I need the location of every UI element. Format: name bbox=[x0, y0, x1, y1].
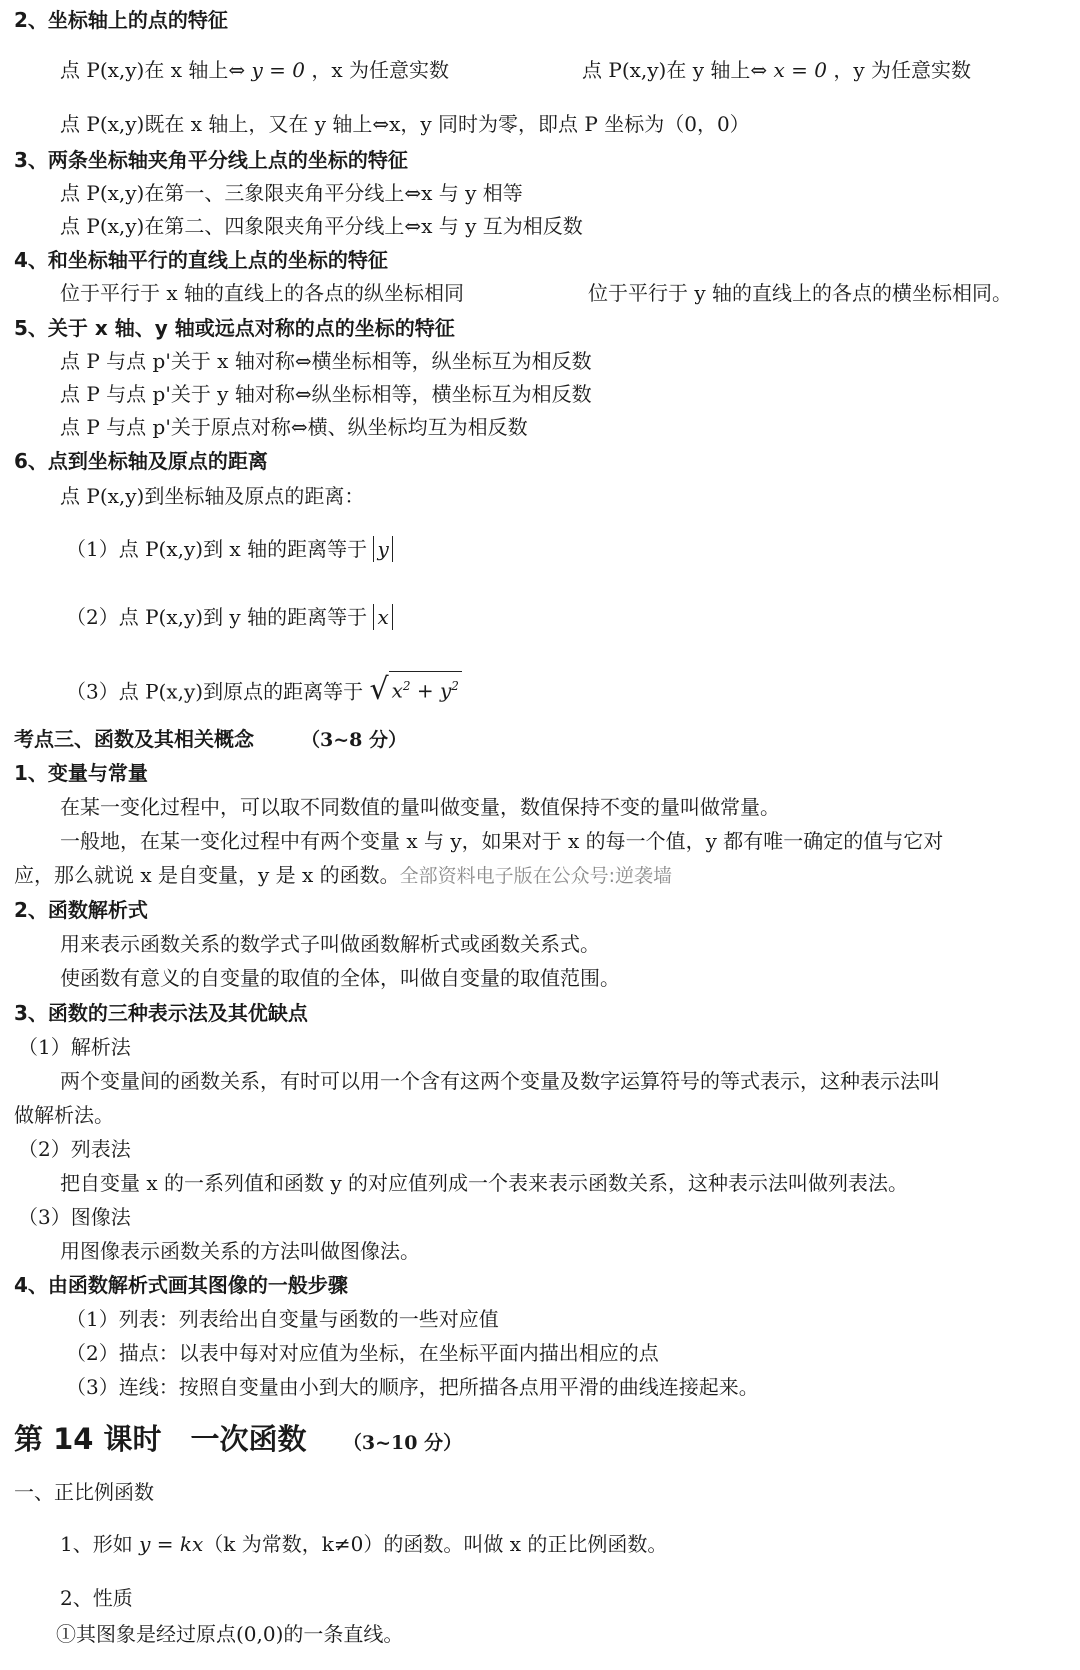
text-line: 2、性质 bbox=[60, 1586, 133, 1610]
subsection-heading: 一、正比例函数 bbox=[14, 1480, 154, 1504]
var-y: y bbox=[439, 678, 452, 703]
text-line: 一般地，在某一变化过程中有两个变量 x 与 y，如果对于 x 的每一个值，y 都有唯一确定的值与它对 bbox=[60, 829, 944, 853]
math-expression: x = 0 bbox=[773, 58, 827, 82]
text-segment: （2）点 P(x,y)到 y 轴的距离等于 bbox=[66, 605, 368, 629]
absolute-value-expression: y bbox=[373, 536, 392, 562]
text-line: 做解析法。 bbox=[14, 1103, 114, 1127]
text-line: 点 P 与点 p'关于 y 轴对称⇔纵坐标相等，横坐标互为相反数 bbox=[60, 382, 592, 406]
text-line: 点 P(x,y)到坐标轴及原点的距离： bbox=[60, 484, 365, 508]
section-heading: 3、两条坐标轴夹角平分线上点的坐标的特征 bbox=[14, 148, 408, 172]
exponent: 2 bbox=[451, 679, 459, 693]
text-line bbox=[66, 603, 393, 631]
absolute-value-expression: x bbox=[373, 604, 392, 630]
text-line: 位于平行于 y 轴的直线上的各点的横坐标相同。 bbox=[588, 281, 1013, 305]
text-segment: 点 P(x,y)在 x 轴上⇔ bbox=[60, 58, 246, 82]
section-heading: 2、坐标轴上的点的特征 bbox=[14, 8, 228, 32]
text-segment: （k 为常数，k≠0）的函数。叫做 x 的正比例函数。 bbox=[203, 1532, 668, 1556]
text-line: 用图像表示函数关系的方法叫做图像法。 bbox=[60, 1239, 420, 1263]
var-x: x bbox=[391, 678, 403, 703]
math-expression: y = kx bbox=[139, 1532, 204, 1556]
text-line: 在某一变化过程中，可以取不同数值的量叫做变量，数值保持不变的量叫做常量。 bbox=[60, 795, 780, 819]
topic-title: 考点三、函数及其相关概念 bbox=[14, 727, 254, 751]
text-segment: （1）点 P(x,y)到 x 轴的距离等于 bbox=[66, 537, 368, 561]
section-heading: 1、变量与常量 bbox=[14, 761, 148, 785]
text-line: 点 P 与点 p'关于 x 轴对称⇔横坐标相等，纵坐标互为相反数 bbox=[60, 349, 592, 373]
text-line: 位于平行于 x 轴的直线上的各点的纵坐标相同 bbox=[60, 281, 464, 305]
text-segment: 点 P(x,y)在 y 轴上⇔ bbox=[582, 58, 768, 82]
text-line: 把自变量 x 的一系列值和函数 y 的对应值列成一个表来表示函数关系，这种表示法叫做列表法。 bbox=[60, 1171, 909, 1195]
math-expression: y = 0 bbox=[251, 58, 305, 82]
radicand bbox=[389, 671, 462, 705]
square-root-expression bbox=[369, 671, 461, 705]
section-heading: 5、关于 x 轴、y 轴或远点对称的点的坐标的特征 bbox=[14, 316, 455, 340]
text-line bbox=[66, 535, 393, 563]
text-line bbox=[66, 671, 462, 706]
text-segment: （3）点 P(x,y)到原点的距离等于 bbox=[66, 679, 364, 704]
section-heading: 2、函数解析式 bbox=[14, 898, 148, 922]
topic-heading bbox=[14, 725, 407, 754]
radical-sign-icon: √ bbox=[369, 671, 389, 707]
text-line: 点 P 与点 p'关于原点对称⇔横、纵坐标均互为相反数 bbox=[60, 415, 528, 439]
text-segment: ，y 为任意实数 bbox=[833, 58, 971, 82]
text-segment: ，x 为任意实数 bbox=[311, 58, 449, 82]
text-line: 点 P(x,y)在第二、四象限夹角平分线上⇔x 与 y 互为相反数 bbox=[60, 214, 583, 238]
plus-sign: + bbox=[410, 678, 440, 703]
section-heading: 4、由函数解析式画其图像的一般步骤 bbox=[14, 1273, 348, 1297]
lesson-title: 第 14 课时 一次函数 bbox=[14, 1422, 307, 1456]
text-line: 两个变量间的函数关系，有时可以用一个含有这两个变量及数字运算符号的等式表示，这种表示法叫 bbox=[60, 1069, 940, 1093]
text-line: ①其图象是经过原点(0,0)的一条直线。 bbox=[56, 1622, 404, 1646]
exponent: 2 bbox=[402, 679, 411, 693]
text-line bbox=[60, 56, 449, 84]
text-line bbox=[60, 1530, 667, 1558]
score-range: （3~8 分） bbox=[300, 729, 407, 751]
text-line: （2）描点：以表中每对对应值为坐标，在坐标平面内描出相应的点 bbox=[66, 1341, 659, 1365]
text-line: 使函数有意义的自变量的取值的全体，叫做自变量的取值范围。 bbox=[60, 966, 620, 990]
text-line: 点 P(x,y)在第一、三象限夹角平分线上⇔x 与 y 相等 bbox=[60, 181, 523, 205]
section-heading: 3、函数的三种表示法及其优缺点 bbox=[14, 1001, 308, 1025]
watermark: 全部资料电子版在公众号:逆袭墙 bbox=[399, 865, 673, 887]
text-line: （3）图像法 bbox=[18, 1205, 131, 1229]
text-line: 用来表示函数关系的数学式子叫做函数解析式或函数关系式。 bbox=[60, 932, 600, 956]
text-line: （3）连线：按照自变量由小到大的顺序，把所描各点用平滑的曲线连接起来。 bbox=[66, 1375, 759, 1399]
text-line: 点 P(x,y)既在 x 轴上，又在 y 轴上⇔x，y 同时为零，即点 P 坐标为（0，0） bbox=[60, 112, 750, 136]
section-heading: 4、和坐标轴平行的直线上点的坐标的特征 bbox=[14, 248, 388, 272]
text-line bbox=[582, 56, 971, 84]
lesson-heading bbox=[14, 1420, 462, 1458]
text-line: （2）列表法 bbox=[18, 1137, 131, 1161]
text-line: （1）列表：列表给出自变量与函数的一些对应值 bbox=[66, 1307, 499, 1331]
text-segment: 1、形如 bbox=[60, 1532, 133, 1556]
score-range: （3~10 分） bbox=[342, 1432, 463, 1454]
section-heading: 6、点到坐标轴及原点的距离 bbox=[14, 449, 268, 473]
text-line: （1）解析法 bbox=[18, 1035, 131, 1059]
text-segment: 应，那么就说 x 是自变量，y 是 x 的函数。 bbox=[14, 863, 400, 887]
text-line bbox=[14, 861, 672, 890]
